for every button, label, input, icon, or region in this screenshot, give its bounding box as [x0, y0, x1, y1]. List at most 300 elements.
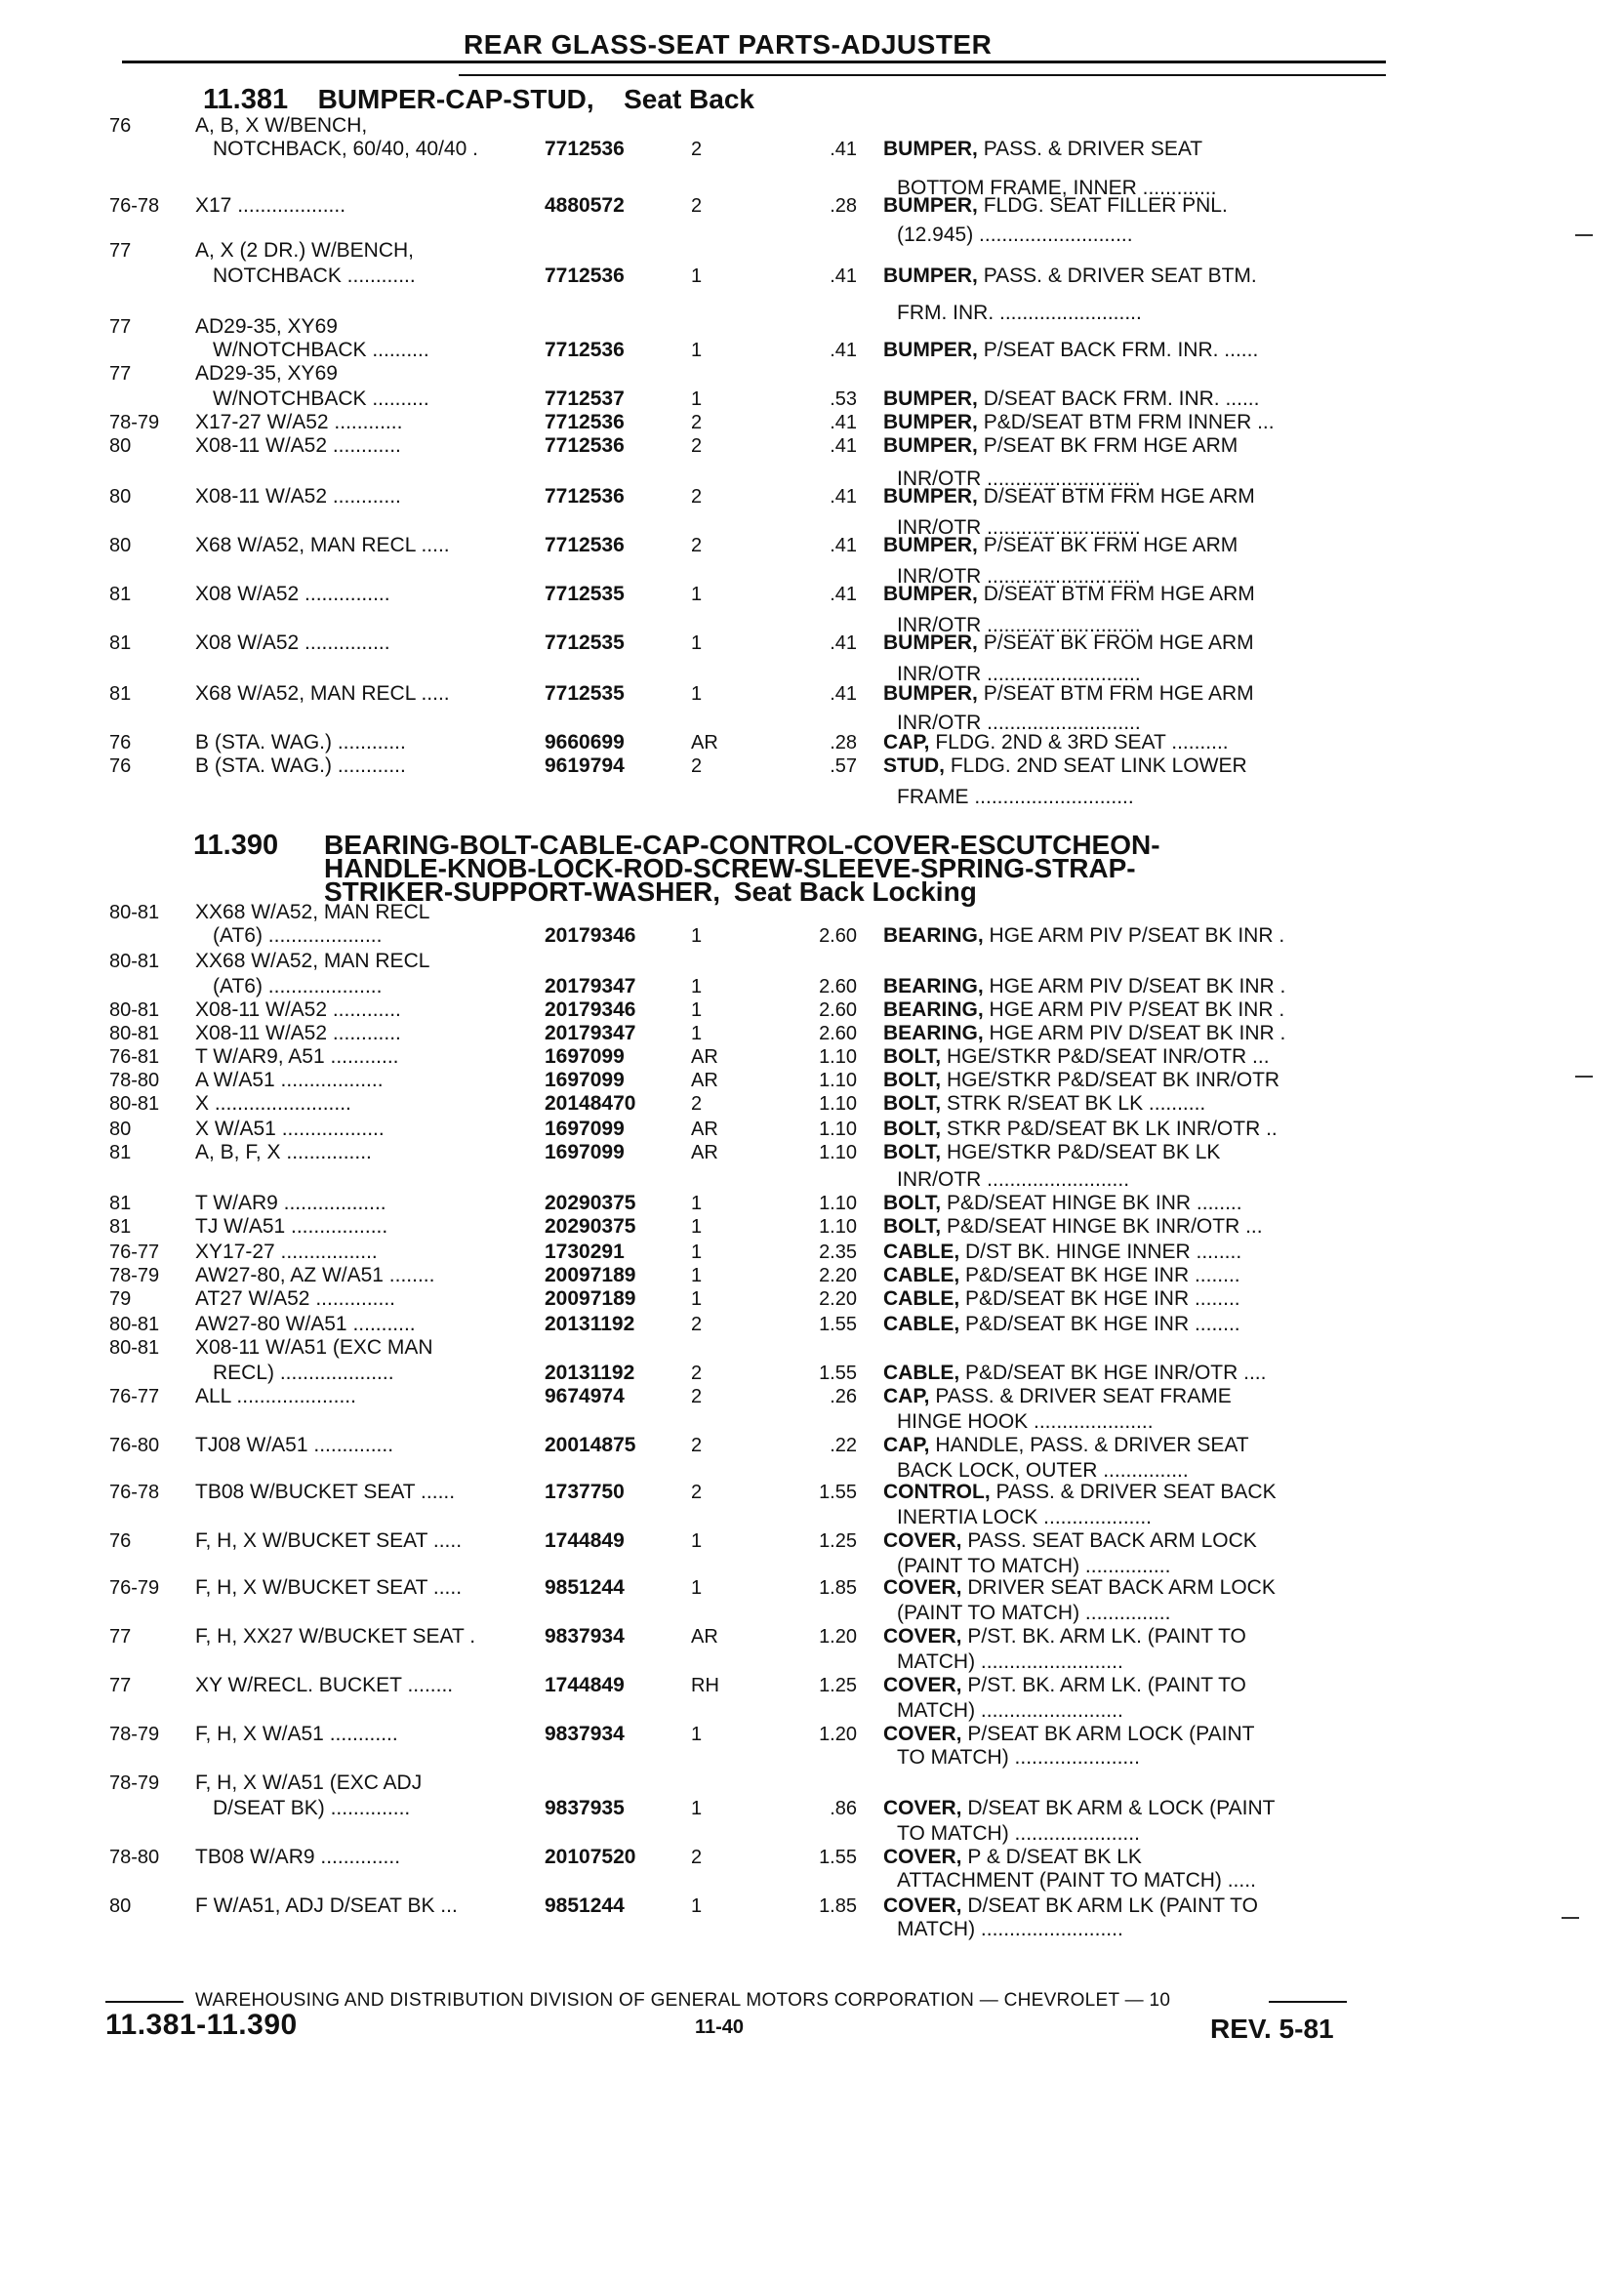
part-name: BOLT,: [883, 1092, 942, 1115]
part-line: [0, 314, 1624, 340]
part-detail: INR/OTR ...........................: [897, 712, 1141, 734]
model-year: 80: [109, 535, 132, 556]
model-application: RECL) ....................: [213, 1362, 394, 1384]
part-name: BUMPER,: [883, 434, 978, 457]
price: .86: [830, 1798, 857, 1819]
page-header-title: REAR GLASS-SEAT PARTS-ADJUSTER: [464, 29, 993, 60]
model-year: 80: [109, 1895, 132, 1917]
part-line: [0, 1722, 1624, 1747]
quantity: AR: [691, 732, 718, 753]
part-detail: INR/OTR ...........................: [897, 516, 1141, 539]
model-year: 76: [109, 115, 132, 137]
part-description: [883, 998, 1383, 1023]
part-description: [883, 1480, 1383, 1505]
model-application: TJ W/A51 .................: [195, 1215, 388, 1238]
part-detail: FLDG. 2ND & 3RD SEAT ..........: [935, 731, 1229, 753]
part-detail: P&D/SEAT BTM FRM INNER ...: [983, 411, 1275, 433]
part-number: 9660699: [545, 731, 625, 753]
section-subtitle: Seat Back Locking: [733, 876, 977, 907]
price: .41: [830, 486, 857, 508]
quantity: 2: [691, 195, 703, 217]
part-detail: HGE ARM PIV D/SEAT BK INR .: [989, 1022, 1286, 1044]
part-number: 9851244: [545, 1576, 625, 1599]
quantity: 2: [691, 535, 703, 556]
part-name: CABLE,: [883, 1362, 960, 1384]
part-description: [883, 631, 1383, 656]
part-number: 1697099: [545, 1141, 625, 1163]
model-year: 80-81: [109, 951, 160, 972]
part-number: 7712535: [545, 631, 625, 654]
quantity: AR: [691, 1046, 718, 1068]
part-line: [0, 1191, 1624, 1216]
model-application: X ........................: [195, 1092, 351, 1115]
margin-tick: [1562, 1917, 1579, 1919]
part-name: CONTROL,: [883, 1481, 991, 1503]
part-description: [883, 1821, 1383, 1847]
part-detail: P/ST. BK. ARM LK. (PAINT TO: [967, 1674, 1246, 1696]
part-description: [883, 730, 1383, 755]
part-detail: HGE ARM PIV P/SEAT BK INR .: [989, 998, 1285, 1021]
model-year: 80: [109, 486, 132, 508]
footer-rule-right: [1269, 2001, 1347, 2003]
part-number: 20290375: [545, 1215, 636, 1238]
part-name: BUMPER,: [883, 485, 978, 508]
part-description: [883, 1361, 1383, 1386]
model-application: AD29-35, XY69: [195, 362, 338, 385]
part-detail: INR/OTR .........................: [897, 1168, 1130, 1191]
price: 2.60: [819, 925, 857, 947]
part-line: [0, 582, 1624, 607]
part-line: [0, 785, 1624, 810]
part-line: [0, 361, 1624, 387]
model-application: NOTCHBACK ............: [213, 265, 416, 287]
part-name: COVER,: [883, 1625, 962, 1648]
model-year: 78-80: [109, 1070, 160, 1091]
part-detail: (PAINT TO MATCH) ...............: [897, 1555, 1171, 1577]
model-year: 80-81: [109, 1337, 160, 1359]
part-description: [883, 1117, 1383, 1142]
part-number: 7712537: [545, 387, 625, 410]
model-year: 76-77: [109, 1242, 160, 1263]
section-title: BUMPER-CAP-STUD,: [317, 84, 594, 114]
model-application: AT27 W/A52 ..............: [195, 1287, 396, 1310]
part-detail: BOTTOM FRAME, INNER .............: [897, 177, 1217, 199]
model-year: 76-79: [109, 1577, 160, 1599]
quantity: 1: [691, 1023, 703, 1044]
part-detail: TO MATCH) ......................: [897, 1822, 1140, 1845]
section-number: 11.390: [193, 830, 279, 861]
part-description: [883, 1575, 1383, 1601]
model-application: F W/A51, ADJ D/SEAT BK ...: [195, 1894, 458, 1917]
model-application: X08-11 W/A51 (EXC MAN: [195, 1336, 433, 1359]
part-name: CABLE,: [883, 1264, 960, 1286]
part-line: [0, 681, 1624, 707]
part-line: [0, 1240, 1624, 1265]
part-detail: INERTIA LOCK ...................: [897, 1506, 1153, 1528]
part-line: [0, 1480, 1624, 1505]
footer-revision: REV. 5-81: [1210, 2014, 1334, 2044]
price: .57: [830, 755, 857, 777]
part-detail: HGE/STKR P&D/SEAT BK INR/OTR: [946, 1069, 1280, 1091]
part-number: 9851244: [545, 1894, 625, 1917]
part-line: [0, 753, 1624, 779]
part-line: [0, 1044, 1624, 1070]
quantity: AR: [691, 1119, 718, 1140]
part-detail: P&D/SEAT BK HGE INR/OTR ....: [965, 1362, 1267, 1384]
part-detail: PASS. & DRIVER SEAT FRAME: [935, 1385, 1232, 1407]
model-application: X17 ...................: [195, 194, 346, 217]
quantity: 2: [691, 755, 703, 777]
part-detail: STKR P&D/SEAT BK LK INR/OTR ..: [946, 1118, 1278, 1140]
part-name: BUMPER,: [883, 194, 978, 217]
model-application: F, H, X W/BUCKET SEAT .....: [195, 1576, 463, 1599]
part-line: [0, 1745, 1624, 1771]
part-description: [883, 1917, 1383, 1942]
part-description: [883, 1845, 1383, 1870]
footer-rule-left: [105, 2001, 183, 2003]
quantity: 1: [691, 388, 703, 410]
model-application: TJ08 W/A51 ..............: [195, 1434, 394, 1456]
part-number: 7712536: [545, 339, 625, 361]
model-year: 80-81: [109, 1314, 160, 1335]
part-line: [0, 533, 1624, 558]
model-application: X68 W/A52, MAN RECL .....: [195, 534, 450, 556]
model-year: 81: [109, 584, 132, 605]
quantity: 2: [691, 486, 703, 508]
price: .41: [830, 632, 857, 654]
model-application: F, H, X W/A51 ............: [195, 1723, 398, 1745]
model-application: X08-11 W/A52 ............: [195, 485, 401, 508]
part-line: [0, 1021, 1624, 1046]
part-line: [0, 998, 1624, 1023]
part-name: BUMPER,: [883, 631, 978, 654]
part-description: [883, 1240, 1383, 1265]
part-number: 20290375: [545, 1192, 636, 1214]
part-detail: HGE/STKR P&D/SEAT INR/OTR ...: [946, 1045, 1270, 1068]
part-description: [883, 433, 1383, 459]
model-year: 76-81: [109, 1046, 160, 1068]
part-detail: PASS. SEAT BACK ARM LOCK: [967, 1529, 1257, 1552]
quantity: 1: [691, 1216, 703, 1238]
part-detail: D/SEAT BK ARM & LOCK (PAINT: [967, 1797, 1276, 1819]
model-application: X08-11 W/A52 ............: [195, 1022, 401, 1044]
part-detail: MATCH) .........................: [897, 1699, 1123, 1722]
part-number: 20131192: [545, 1362, 635, 1384]
model-application: A W/A51 ..................: [195, 1069, 384, 1091]
part-description: [883, 1409, 1383, 1435]
part-detail: INR/OTR ...........................: [897, 565, 1141, 588]
model-application: T W/AR9 ..................: [195, 1192, 386, 1214]
part-line: [0, 1091, 1624, 1117]
price: 2.60: [819, 976, 857, 998]
part-number: 4880572: [545, 194, 625, 217]
price: .53: [830, 388, 857, 410]
price: .26: [830, 1386, 857, 1407]
part-description: [883, 1167, 1383, 1193]
quantity: 1: [691, 584, 703, 605]
price: 2.20: [819, 1288, 857, 1310]
quantity: 1: [691, 1577, 703, 1599]
part-number: 20148470: [545, 1092, 636, 1115]
part-number: 9837934: [545, 1723, 625, 1745]
quantity: 2: [691, 1386, 703, 1407]
part-number: 20097189: [545, 1287, 636, 1310]
part-line: [0, 410, 1624, 435]
model-application: W/NOTCHBACK ..........: [213, 339, 429, 361]
part-line: [0, 387, 1624, 412]
quantity: 1: [691, 999, 703, 1021]
model-year: 78-79: [109, 1772, 160, 1794]
quantity: 2: [691, 412, 703, 433]
price: 1.55: [819, 1363, 857, 1384]
section-title-line-2: HANDLE-KNOB-LOCK-ROD-SCREW-SLEEVE-SPRING-STRAP-: [324, 853, 1136, 883]
part-description: [883, 1868, 1383, 1893]
part-line: [0, 1286, 1624, 1312]
part-description: [883, 1191, 1383, 1216]
price: .28: [830, 195, 857, 217]
part-line: [0, 631, 1624, 656]
price: 2.60: [819, 999, 857, 1021]
part-line: [0, 1771, 1624, 1796]
part-detail: P&D/SEAT BK HGE INR ........: [965, 1287, 1240, 1310]
quantity: 1: [691, 265, 703, 287]
part-line: [0, 1361, 1624, 1386]
price: 1.10: [819, 1119, 857, 1140]
part-description: [883, 1263, 1383, 1288]
part-name: BUMPER,: [883, 387, 978, 410]
price: 2.35: [819, 1242, 857, 1263]
part-line: [0, 1140, 1624, 1165]
part-description: [883, 753, 1383, 779]
part-description: [883, 1286, 1383, 1312]
quantity: 2: [691, 1482, 703, 1503]
part-name: BOLT,: [883, 1069, 942, 1091]
part-name: CAP,: [883, 731, 930, 753]
part-detail: P&D/SEAT HINGE BK INR/OTR ...: [946, 1215, 1263, 1238]
price: 2.20: [819, 1265, 857, 1286]
part-number: 9837935: [545, 1797, 625, 1819]
part-detail: MATCH) .........................: [897, 1650, 1123, 1673]
part-line: [0, 1117, 1624, 1142]
part-line: [0, 113, 1624, 139]
price: 1.10: [819, 1070, 857, 1091]
part-line: [0, 433, 1624, 459]
part-detail: P/ST. BK. ARM LK. (PAINT TO: [967, 1625, 1246, 1648]
part-description: [883, 1698, 1383, 1724]
part-name: CABLE,: [883, 1241, 960, 1263]
part-description: [883, 582, 1383, 607]
quantity: 1: [691, 925, 703, 947]
quantity: 1: [691, 340, 703, 361]
price: 1.55: [819, 1314, 857, 1335]
part-name: STUD,: [883, 754, 945, 777]
quantity: 1: [691, 1798, 703, 1819]
price: .28: [830, 732, 857, 753]
part-number: 1697099: [545, 1045, 625, 1068]
part-detail: D/SEAT BTM FRM HGE ARM: [983, 485, 1255, 508]
quantity: 1: [691, 1530, 703, 1552]
part-number: 20097189: [545, 1264, 636, 1286]
part-number: 1697099: [545, 1118, 625, 1140]
model-year: 80-81: [109, 1023, 160, 1044]
part-line: [0, 949, 1624, 974]
part-description: [883, 387, 1383, 412]
footer-page-number: 11-40: [695, 2016, 745, 2038]
part-number: 7712536: [545, 434, 625, 457]
part-description: [883, 410, 1383, 435]
part-description: [883, 1893, 1383, 1919]
part-line: [0, 1263, 1624, 1288]
part-name: CAP,: [883, 1434, 930, 1456]
price: .41: [830, 435, 857, 457]
part-number: 20014875: [545, 1434, 636, 1456]
part-detail: D/SEAT BTM FRM HGE ARM: [983, 583, 1255, 605]
margin-tick: [1575, 234, 1593, 236]
model-year: 79: [109, 1288, 132, 1310]
part-detail: D/ST BK. HINGE INNER ........: [965, 1241, 1242, 1263]
part-name: COVER,: [883, 1576, 962, 1599]
model-year: 77: [109, 316, 132, 338]
part-description: [883, 1722, 1383, 1747]
price: 2.60: [819, 1023, 857, 1044]
footer-publisher: WAREHOUSING AND DISTRIBUTION DIVISION OF GENERAL MOTORS CORPORATION — CHEVROLET — 10: [195, 1990, 1171, 2011]
model-year: 81: [109, 1142, 132, 1163]
quantity: 1: [691, 1288, 703, 1310]
model-application: W/NOTCHBACK ..........: [213, 387, 429, 410]
model-year: 77: [109, 363, 132, 385]
part-name: COVER,: [883, 1846, 962, 1868]
part-line: [0, 900, 1624, 925]
part-name: CABLE,: [883, 1313, 960, 1335]
model-year: 81: [109, 1216, 132, 1238]
part-name: BEARING,: [883, 975, 984, 998]
price: .22: [830, 1435, 857, 1456]
model-application: B (STA. WAG.) ............: [195, 754, 406, 777]
model-application: X08-11 W/A52 ............: [195, 434, 401, 457]
model-year: 77: [109, 240, 132, 262]
model-year: 76: [109, 732, 132, 753]
part-line: [0, 974, 1624, 999]
part-detail: TO MATCH) ......................: [897, 1746, 1140, 1769]
part-detail: P/SEAT BTM FRM HGE ARM: [983, 682, 1254, 705]
part-description: [883, 681, 1383, 707]
part-detail: D/SEAT BK ARM LK (PAINT TO: [967, 1894, 1258, 1917]
part-name: BOLT,: [883, 1045, 942, 1068]
part-description: [883, 533, 1383, 558]
part-number: 7712536: [545, 534, 625, 556]
part-line: [0, 264, 1624, 289]
quantity: 2: [691, 1363, 703, 1384]
quantity: AR: [691, 1070, 718, 1091]
part-description: [883, 1091, 1383, 1117]
part-line: [0, 238, 1624, 264]
part-number: 1697099: [545, 1069, 625, 1091]
part-number: 1730291: [545, 1241, 625, 1263]
quantity: 2: [691, 1847, 703, 1868]
part-detail: INR/OTR ...........................: [897, 614, 1141, 636]
price: 1.20: [819, 1626, 857, 1648]
price: .41: [830, 683, 857, 705]
part-detail: INR/OTR ...........................: [897, 663, 1141, 685]
part-line: [0, 1917, 1624, 1942]
model-application: NOTCHBACK, 60/40, 40/40 .: [213, 138, 478, 160]
quantity: 1: [691, 632, 703, 654]
model-year: 76: [109, 1530, 132, 1552]
price: 1.85: [819, 1577, 857, 1599]
quantity: 2: [691, 1314, 703, 1335]
price: .41: [830, 584, 857, 605]
part-description: [883, 1384, 1383, 1409]
part-line: [0, 1068, 1624, 1093]
model-application: AW27-80 W/A51 ...........: [195, 1313, 416, 1335]
model-year: 80-81: [109, 1093, 160, 1115]
part-name: BUMPER,: [883, 534, 978, 556]
part-number: 9837934: [545, 1625, 625, 1648]
model-year: 76-80: [109, 1435, 160, 1456]
model-year: 81: [109, 632, 132, 654]
part-line: [0, 1649, 1624, 1675]
part-number: 7712536: [545, 411, 625, 433]
part-description: [883, 1312, 1383, 1337]
model-application: XX68 W/A52, MAN RECL: [195, 950, 430, 972]
model-application: XX68 W/A52, MAN RECL: [195, 901, 430, 923]
part-detail: FLDG. SEAT FILLER PNL.: [983, 194, 1228, 217]
part-name: BUMPER,: [883, 682, 978, 705]
part-name: BEARING,: [883, 924, 984, 947]
price: 1.55: [819, 1847, 857, 1868]
model-application: X68 W/A52, MAN RECL .....: [195, 682, 450, 705]
model-year: 76-77: [109, 1386, 160, 1407]
part-description: [883, 264, 1383, 289]
model-application: X W/A51 ..................: [195, 1118, 385, 1140]
part-detail: STRK R/SEAT BK LK ..........: [946, 1092, 1206, 1115]
part-detail: P&D/SEAT BK HGE INR ........: [965, 1264, 1240, 1286]
part-line: [0, 1214, 1624, 1240]
part-detail: P/SEAT BK FRM HGE ARM: [983, 434, 1238, 457]
model-year: 80: [109, 1119, 132, 1140]
quantity: AR: [691, 1142, 718, 1163]
part-name: CABLE,: [883, 1287, 960, 1310]
price: .41: [830, 340, 857, 361]
part-name: COVER,: [883, 1797, 962, 1819]
model-application: F, H, XX27 W/BUCKET SEAT .: [195, 1625, 476, 1648]
price: 1.20: [819, 1724, 857, 1745]
part-detail: (PAINT TO MATCH) ...............: [897, 1602, 1171, 1624]
price: 1.10: [819, 1046, 857, 1068]
price: 1.25: [819, 1675, 857, 1696]
part-line: [0, 1893, 1624, 1919]
quantity: 1: [691, 1895, 703, 1917]
part-detail: P/SEAT BK FROM HGE ARM: [983, 631, 1254, 654]
section-subtitle: Seat Back: [624, 84, 754, 114]
part-line: [0, 1698, 1624, 1724]
part-description: [883, 1044, 1383, 1070]
model-year: 80: [109, 435, 132, 457]
model-year: 77: [109, 1626, 132, 1648]
part-line: [0, 1384, 1624, 1409]
model-year: 81: [109, 683, 132, 705]
part-detail: MATCH) .........................: [897, 1918, 1123, 1940]
part-number: 20131192: [545, 1313, 635, 1335]
part-name: COVER,: [883, 1674, 962, 1696]
model-application: XY W/RECL. BUCKET ........: [195, 1674, 454, 1696]
part-detail: D/SEAT BACK FRM. INR. ......: [983, 387, 1260, 410]
price: 1.85: [819, 1895, 857, 1917]
part-line: [0, 1601, 1624, 1626]
part-number: 1737750: [545, 1481, 625, 1503]
quantity: 1: [691, 1193, 703, 1214]
part-line: [0, 1673, 1624, 1698]
